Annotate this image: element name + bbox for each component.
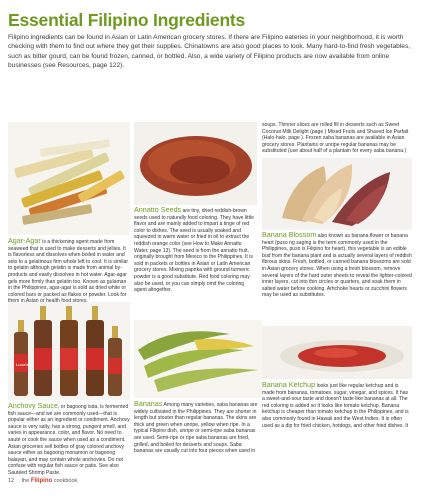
footer-prefix: the <box>21 478 30 484</box>
intro-paragraph: Filipino ingredients can be found in Asian or Latin American grocery stores. If there are Filipino eateries in your neighborhood, it is worth checking with them to find out where they get their supplies. Chinatowns are also good places to look. Many hard-to-find fresh vegetables, such as bitter gourd, can be found frozen, canned, or bottled. Also, a wide variety of Filipino products are now available from online businesses (see Resources, page 122). <box>8 34 411 69</box>
banana-ketchup-heading: Banana Ketchup <box>262 380 316 389</box>
anchovy-sauce-text: , or bagoong isda, is fermented fish sauce—and we are commonly used—that is popular either as an ingredient or condiment. Anchovy sauce is very salty, has a strong, pungent smell, and varies in appearance, color, and flavor. No need to sauté or cook the sauce when used as a condiment. Asian groceries sell bottles of gray colored anchovy sauce either as bagoong monamon or bagoong balayan, and may contain whole anchovies. Do not confuse with regular fish sauce or patis. See also Sautéed Shrimp Paste. <box>8 404 130 476</box>
agar-agar-heading: Agar-Agar <box>8 236 41 245</box>
column-3-top-text: soups. Thinner slices are rolled fill in desserts such as Sweet Coconut Milk Delight (page ) Mixed Fruits and Shaved Ice Parfait (Halo-halo, page ). Frozen saba bananas are available in Asian grocery stores. Plantains or unripe regular bananas may be substituted (use about half of a plantain for every saba banana.) <box>262 122 409 155</box>
anchovy-sauce-photo <box>8 302 130 400</box>
bottle-label-text: Lucia's <box>16 362 29 367</box>
banana-ketchup-photo <box>262 326 412 379</box>
banana-blossom-text: also known as banana flower or banana heart (puso ng saging is the term commonly used in the Philippines, puso is Filipino for heart), this vegetable is an edible bud from the banana plant and is actually several layers of reddish fibrous skins. Fresh, bottled, or canned banana blossoms are sold in Asian grocery stores. When using a fresh blossom, remove several layers of the hard outer sheets to reveal the lighter-colored inner layers, cut into thin circles or quarters, and soak them in salted water before cooking. Artichoke hearts or zucchini flowers may be used as substitutes. <box>262 233 412 299</box>
annatto-seeds-text: are tiny, dried reddish-brown seeds used to naturally food coloring. They have little flavor and are mainly added to impart a tinge of red color to dishes. The seed is usually soaked and squeezed in warm water or fried in oil to extract the reddish orange color (see How to Make Annatto Water, page 13). The seed is from the annatto fruit, originally brought from Mexico to the Philippines. It is sold in packets or bottles in Asian or Latin American grocery stores. Mixing paprika with ground turmeric powder is a good substitute. Red food coloring may also be used, or you can simply omit the coloring agent altogether. <box>134 208 254 294</box>
annatto-seeds-heading: Annatto Seeds <box>134 205 182 214</box>
banana-ketchup-entry <box>262 382 412 429</box>
page-number: 12 <box>8 478 15 484</box>
annatto-seeds-entry <box>134 207 257 294</box>
banana-ketchup-text: looks just like regular ketchup and is made from bananas, tomatoes, sugar, vinegar, and spices. It has a sweet-and-sour taste and doesn't taste like bananas at all. The red coloring is added so it looks like tomato ketchup. Banana ketchup is cheaper than tomato ketchup in the Philippines, and is also commonly found in Hawaii and the West Indies. It is often used as a dip for fried chicken, hotdogs, and other fried dishes. It <box>262 383 409 429</box>
bananas-entry <box>134 401 262 455</box>
bananas-photo <box>134 320 262 398</box>
agar-agar-entry <box>8 238 130 305</box>
anchovy-sauce-heading: Anchovy Sauce <box>8 401 58 410</box>
bananas-heading: Bananas <box>134 399 163 408</box>
footer-suffix: cookbook <box>53 478 78 484</box>
page-title: Essential Filipino Ingredients <box>8 10 246 30</box>
anchovy-sauce-entry <box>8 403 130 477</box>
annatto-seeds-photo <box>134 122 257 205</box>
bananas-text: Among many varieties, saba bananas are widely cultivated in the Philippines. They are shorter in length but stouter than regular bananas. The skins are thick and green when unripe, yellow when ripe. In a typical Filipino dish, unripe or semi-ripe saba bananas are used. Semi-ripe or ripe saba bananas are fried, grilled, and boiled for desserts and soups. Saba bananas are usually cut into four pieces when used in <box>134 402 258 455</box>
banana-blossom-photo <box>262 158 412 230</box>
agar-agar-photo <box>8 122 130 235</box>
banana-blossom-heading: Banana Blossom <box>262 230 317 239</box>
banana-blossom-entry <box>262 232 412 299</box>
page-footer <box>8 478 77 484</box>
agar-agar-text: is a thickening agent made from seaweed that is used to make desserts and jellies. It is flavorless and dissolves when boiled in water and sets to a gelatinous firm whole left to cool. It is similar to gelatin although gelatin is made from animal by-products and easily dissolves in hot water. Agar-agar gels more firmly than gelatin too. Known as gulaman in the Philippines, agar-agar is sold as dried white or colored bars or packed as flakes or powder. Look for them in Asian or health food stores. <box>8 239 129 305</box>
footer-brand: Filipino <box>30 478 53 484</box>
